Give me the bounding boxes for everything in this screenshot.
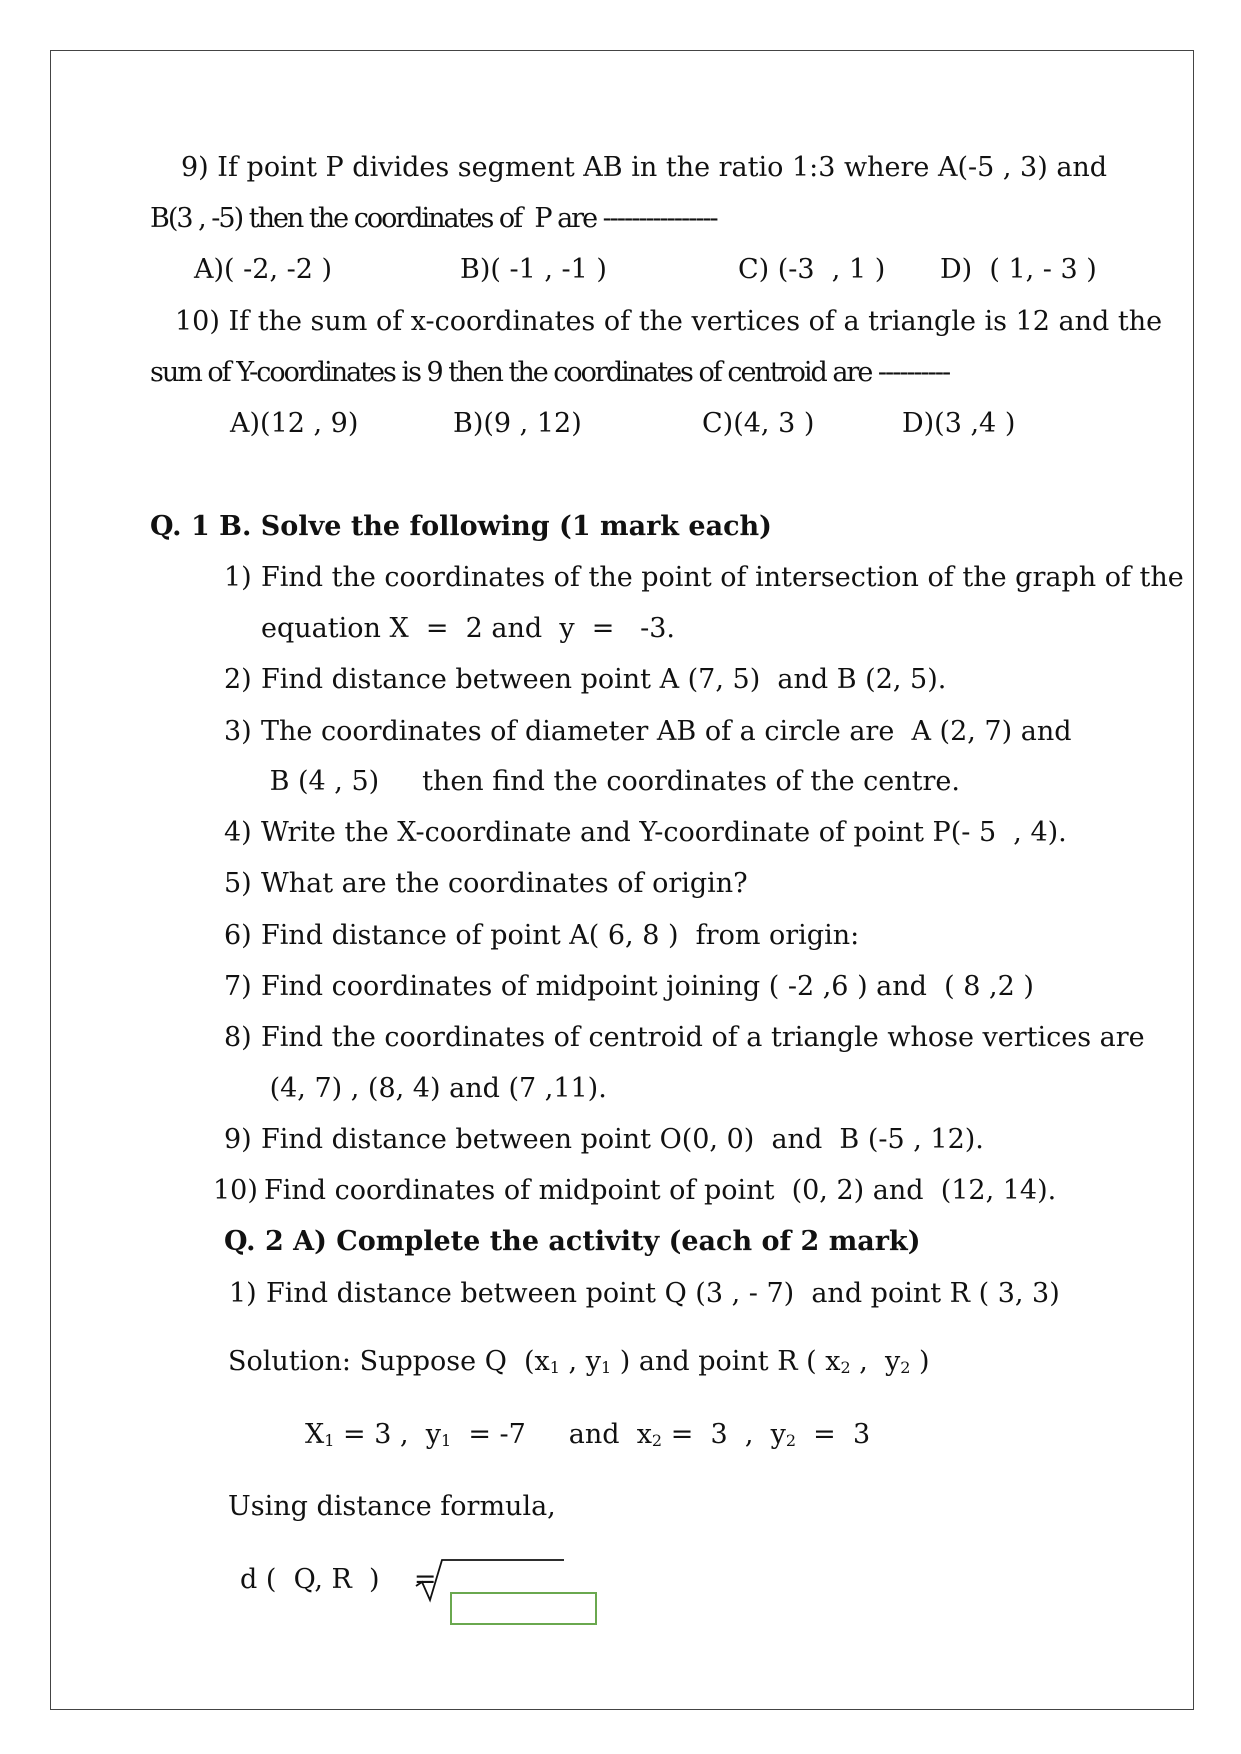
q9-option-a: A)( -2, -2 ) [194, 254, 333, 285]
q1b-item-4-text: Write the X-coordinate and Y-coordinate of point P(- 5 , 4). [261, 817, 1067, 848]
q9-option-c: C) (-3 , 1 ) [738, 254, 886, 285]
q1b-item-9-text: Find distance between point O(0, 0) and B (-5 , 12). [261, 1124, 984, 1155]
q1b-item-6-text: Find distance of point A( 6, 8 ) from origin: [261, 920, 860, 951]
q10-option-a: A)(12 , 9) [230, 408, 359, 439]
q1b-item-4-num: 4) [224, 817, 252, 848]
values-line: $X_1 = 3$ , $y_1 = -7$ and $x_2 = 3$ , $y_2 = 3$ [305, 1419, 871, 1450]
answer-box[interactable] [450, 1592, 597, 1625]
q9-line2: B(3 , -5) then the coordinates of P are ---------------- [150, 203, 717, 234]
using-distance-formula: Using distance formula, [228, 1491, 556, 1522]
formula-lhs: d ( Q, R ) = [240, 1564, 437, 1595]
q1b-item-3-text: The coordinates of diameter AB of a circle are A (2, 7) and [261, 716, 1072, 747]
q1b-item-3-num: 3) [224, 716, 252, 747]
q1b-item-2-num: 2) [224, 664, 252, 695]
q1b-item-8-text: Find the coordinates of centroid of a triangle whose vertices are [261, 1022, 1145, 1053]
q1b-item-10-text: Find coordinates of midpoint of point (0, 2) and (12, 14). [264, 1175, 1057, 1206]
q1b-item-10-num: 10) [213, 1175, 258, 1206]
q9-line1: 9) If point P divides segment AB in the ratio 1:3 where A(-5 , 3) and [181, 152, 1108, 183]
q9-option-d: D) ( 1, - 3 ) [940, 254, 1097, 285]
q1b-item-1-num: 1) [224, 562, 252, 593]
q1b-item-5-num: 5) [224, 868, 252, 899]
q1b-item-1-text: Find the coordinates of the point of intersection of the graph of the [261, 562, 1184, 593]
q1b-heading: Q. 1 B. Solve the following (1 mark each) [150, 511, 772, 542]
q10-option-c: C)(4, 3 ) [702, 408, 815, 439]
solution-line: Solution: Suppose Q ($x_1$ , $y_1$ ) and point R ( $x_2$ , $y_2$ ) [228, 1346, 930, 1377]
q1b-item-5-text: What are the coordinates of origin? [261, 868, 748, 899]
q1b-item-8-num: 8) [224, 1022, 252, 1053]
q2a-item-text: Find distance between point Q (3 , - 7) and point R ( 3, 3) [266, 1278, 1060, 1309]
q10-line2: sum of Y-coordinates is 9 then the coordinates of centroid are ---------- [150, 357, 950, 388]
q1b-item-2-text: Find distance between point A (7, 5) and B (2, 5). [261, 664, 947, 695]
q10-line1: 10) If the sum of x-coordinates of the vertices of a triangle is 12 and the [175, 306, 1163, 337]
q1b-item-3-cont: B (4 , 5) then find the coordinates of the centre. [261, 766, 960, 797]
q1b-item-7-text: Find coordinates of midpoint joining ( -2 ,6 ) and ( 8 ,2 ) [261, 971, 1034, 1002]
q1b-item-7-num: 7) [224, 971, 252, 1002]
q1b-item-1-cont: equation X = 2 and y = -3. [261, 613, 676, 644]
q1b-item-8-cont: (4, 7) , (8, 4) and (7 ,11). [261, 1073, 607, 1104]
q9-option-b: B)( -1 , -1 ) [460, 254, 607, 285]
q10-option-b: B)(9 , 12) [453, 408, 582, 439]
q2a-heading: Q. 2 A) Complete the activity (each of 2 mark) [224, 1226, 921, 1257]
q2a-item-num: 1) [229, 1278, 257, 1309]
q1b-item-6-num: 6) [224, 920, 252, 951]
q1b-item-9-num: 9) [224, 1124, 252, 1155]
q10-option-d: D)(3 ,4 ) [902, 408, 1016, 439]
